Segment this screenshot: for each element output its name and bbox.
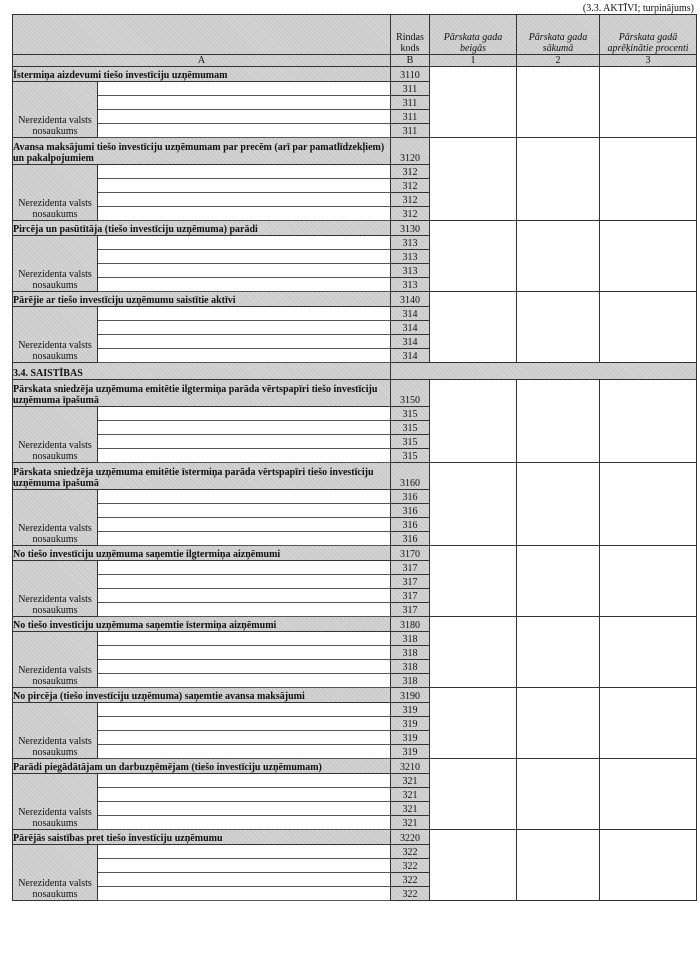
country-name-field[interactable]	[98, 110, 391, 124]
index-a: A	[13, 55, 391, 67]
value-percent-cell[interactable]	[600, 138, 697, 221]
value-start-cell[interactable]	[517, 380, 600, 463]
country-name-field[interactable]	[98, 674, 391, 688]
country-name-field[interactable]	[98, 179, 391, 193]
country-name-field[interactable]	[98, 745, 391, 759]
value-percent-cell[interactable]	[600, 688, 697, 759]
sub-code: 312	[391, 193, 430, 207]
sub-code: 311	[391, 82, 430, 96]
row-code: 3120	[391, 138, 430, 165]
country-name-field[interactable]	[98, 845, 391, 859]
sub-code: 322	[391, 845, 430, 859]
value-end-cell[interactable]	[430, 292, 517, 363]
sub-code: 317	[391, 561, 430, 575]
country-name-field[interactable]	[98, 307, 391, 321]
block-title: Parādi piegādātājam un darbuzņēmējam (tiešo investīciju uzņēmumam)	[13, 759, 391, 774]
value-percent-cell[interactable]	[600, 546, 697, 617]
index-1: 1	[430, 55, 517, 67]
row-code: 3170	[391, 546, 430, 561]
country-name-field[interactable]	[98, 421, 391, 435]
value-percent-cell[interactable]	[600, 463, 697, 546]
country-name-field[interactable]	[98, 82, 391, 96]
block-title-row	[13, 67, 697, 82]
resident-country-label: Nerezidenta valsts nosaukums	[13, 632, 98, 688]
index-2: 2	[517, 55, 600, 67]
sub-code: 315	[391, 421, 430, 435]
value-end-cell[interactable]	[430, 138, 517, 221]
value-percent-cell[interactable]	[600, 830, 697, 901]
value-start-cell[interactable]	[517, 688, 600, 759]
value-percent-cell[interactable]	[600, 67, 697, 138]
country-name-field[interactable]	[98, 731, 391, 745]
block-title: No pircēja (tiešo investīciju uzņēmuma) saņemtie avansa maksājumi	[13, 688, 391, 703]
value-start-cell[interactable]	[517, 221, 600, 292]
sub-code: 314	[391, 349, 430, 363]
country-name-field[interactable]	[98, 561, 391, 575]
country-name-field[interactable]	[98, 816, 391, 830]
country-name-field[interactable]	[98, 887, 391, 901]
section-title: 3.4. SAISTĪBAS	[13, 363, 391, 380]
country-name-field[interactable]	[98, 124, 391, 138]
block-title: Pārskata sniedzēja uzņēmuma emitētie īstermiņa parāda vērtspapīri tiešo investīciju uzņēmuma īpašumā	[13, 463, 391, 490]
value-end-cell[interactable]	[430, 688, 517, 759]
country-name-field[interactable]	[98, 193, 391, 207]
country-name-field[interactable]	[98, 96, 391, 110]
block-title: Pārējās saistības pret tiešo investīciju uzņēmumu	[13, 830, 391, 845]
row-code: 3130	[391, 221, 430, 236]
value-end-cell[interactable]	[430, 759, 517, 830]
block-title-row	[13, 221, 697, 236]
sub-code: 317	[391, 603, 430, 617]
percent-header: Pārskata gadā aprēķinātie procenti	[600, 15, 697, 55]
index-row	[13, 55, 697, 67]
sub-code: 321	[391, 774, 430, 788]
sub-code: 312	[391, 165, 430, 179]
country-name-field[interactable]	[98, 165, 391, 179]
country-name-field[interactable]	[98, 603, 391, 617]
block-title: No tiešo investīciju uzņēmuma saņemtie ilgtermiņa aizņēmumi	[13, 546, 391, 561]
sub-code: 322	[391, 859, 430, 873]
value-start-cell[interactable]	[517, 138, 600, 221]
country-name-field[interactable]	[98, 518, 391, 532]
row-code: 3190	[391, 688, 430, 703]
block-title-row	[13, 546, 697, 561]
country-name-field[interactable]	[98, 407, 391, 421]
block-title-row	[13, 292, 697, 307]
country-name-field[interactable]	[98, 264, 391, 278]
block-title-row	[13, 759, 697, 774]
country-name-field[interactable]	[98, 335, 391, 349]
end-header: Pārskata gada beigās	[430, 15, 517, 55]
sub-code: 316	[391, 490, 430, 504]
index-3: 3	[600, 55, 697, 67]
block-title-row	[13, 688, 697, 703]
sub-code: 319	[391, 745, 430, 759]
sub-code: 321	[391, 816, 430, 830]
sub-code: 315	[391, 435, 430, 449]
country-name-field[interactable]	[98, 349, 391, 363]
sub-code: 319	[391, 731, 430, 745]
section-row	[13, 363, 697, 380]
country-name-field[interactable]	[98, 250, 391, 264]
sub-code: 313	[391, 264, 430, 278]
country-name-field[interactable]	[98, 321, 391, 335]
row-code: 3180	[391, 617, 430, 632]
sub-code: 318	[391, 632, 430, 646]
sub-code: 318	[391, 674, 430, 688]
country-name-field[interactable]	[98, 717, 391, 731]
index-b: B	[391, 55, 430, 67]
section-fill	[391, 363, 697, 380]
sub-code: 311	[391, 96, 430, 110]
row-code: 3210	[391, 759, 430, 774]
resident-country-label: Nerezidenta valsts nosaukums	[13, 561, 98, 617]
country-name-field[interactable]	[98, 660, 391, 674]
row-code: 3150	[391, 380, 430, 407]
resident-country-label: Nerezidenta valsts nosaukums	[13, 407, 98, 463]
start-header: Pārskata gada sākumā	[517, 15, 600, 55]
value-percent-cell[interactable]	[600, 617, 697, 688]
value-end-cell[interactable]	[430, 221, 517, 292]
sub-code: 321	[391, 788, 430, 802]
country-name-field[interactable]	[98, 774, 391, 788]
sub-code: 322	[391, 887, 430, 901]
header-blank	[13, 15, 391, 55]
table-caption: (3.3. AKTĪVI; turpinājums)	[582, 3, 694, 14]
country-name-field[interactable]	[98, 490, 391, 504]
value-start-cell[interactable]	[517, 292, 600, 363]
sub-code: 317	[391, 589, 430, 603]
country-name-field[interactable]	[98, 589, 391, 603]
country-name-field[interactable]	[98, 449, 391, 463]
resident-country-label: Nerezidenta valsts nosaukums	[13, 82, 98, 138]
sub-code: 315	[391, 407, 430, 421]
sub-code: 311	[391, 110, 430, 124]
country-name-field[interactable]	[98, 646, 391, 660]
sub-code: 316	[391, 532, 430, 546]
sub-code: 314	[391, 335, 430, 349]
sub-code: 318	[391, 660, 430, 674]
country-name-field[interactable]	[98, 802, 391, 816]
value-end-cell[interactable]	[430, 67, 517, 138]
country-name-field[interactable]	[98, 207, 391, 221]
value-end-cell[interactable]	[430, 546, 517, 617]
row-code: 3220	[391, 830, 430, 845]
sub-code: 316	[391, 518, 430, 532]
country-name-field[interactable]	[98, 532, 391, 546]
country-name-field[interactable]	[98, 788, 391, 802]
row-code: 3140	[391, 292, 430, 307]
block-title-row	[13, 617, 697, 632]
value-start-cell[interactable]	[517, 830, 600, 901]
resident-country-label: Nerezidenta valsts nosaukums	[13, 774, 98, 830]
block-title-row	[13, 380, 697, 407]
country-name-field[interactable]	[98, 236, 391, 250]
sub-code: 314	[391, 307, 430, 321]
value-start-cell[interactable]	[517, 759, 600, 830]
country-name-field[interactable]	[98, 873, 391, 887]
sub-code: 314	[391, 321, 430, 335]
country-name-field[interactable]	[98, 278, 391, 292]
resident-country-label: Nerezidenta valsts nosaukums	[13, 236, 98, 292]
resident-country-label: Nerezidenta valsts nosaukums	[13, 165, 98, 221]
resident-country-label: Nerezidenta valsts nosaukums	[13, 845, 98, 901]
sub-code: 317	[391, 575, 430, 589]
sub-code: 313	[391, 278, 430, 292]
row-code: 3160	[391, 463, 430, 490]
sub-code: 319	[391, 703, 430, 717]
sub-code: 312	[391, 179, 430, 193]
block-title: Pārskata sniedzēja uzņēmuma emitētie ilgtermiņa parāda vērtspapīri tiešo investīciju uzņēmuma īpašumā	[13, 380, 391, 407]
value-start-cell[interactable]	[517, 463, 600, 546]
value-percent-cell[interactable]	[600, 292, 697, 363]
block-title: Īstermiņa aizdevumi tiešo investīciju uzņēmumam	[13, 67, 391, 82]
sub-code: 311	[391, 124, 430, 138]
block-title-row	[13, 138, 697, 165]
value-start-cell[interactable]	[517, 67, 600, 138]
resident-country-label: Nerezidenta valsts nosaukums	[13, 490, 98, 546]
block-title: Pārējie ar tiešo investīciju uzņēmumu saistītie aktīvi	[13, 292, 391, 307]
value-percent-cell[interactable]	[600, 221, 697, 292]
sub-code: 316	[391, 504, 430, 518]
value-end-cell[interactable]	[430, 463, 517, 546]
header-row	[13, 15, 697, 55]
country-name-field[interactable]	[98, 859, 391, 873]
block-title-row	[13, 830, 697, 845]
value-start-cell[interactable]	[517, 617, 600, 688]
value-start-cell[interactable]	[517, 546, 600, 617]
country-name-field[interactable]	[98, 703, 391, 717]
resident-country-label: Nerezidenta valsts nosaukums	[13, 703, 98, 759]
block-title-row	[13, 463, 697, 490]
sub-code: 319	[391, 717, 430, 731]
sub-code: 313	[391, 250, 430, 264]
row-code: 3110	[391, 67, 430, 82]
report-table	[12, 14, 697, 901]
value-percent-cell[interactable]	[600, 759, 697, 830]
code-header: Rindas kods	[391, 15, 430, 55]
value-end-cell[interactable]	[430, 830, 517, 901]
sub-code: 315	[391, 449, 430, 463]
block-title: Pircēja un pasūtītāja (tiešo investīciju uzņēmuma) parādi	[13, 221, 391, 236]
country-name-field[interactable]	[98, 575, 391, 589]
value-end-cell[interactable]	[430, 380, 517, 463]
sub-code: 321	[391, 802, 430, 816]
sub-code: 312	[391, 207, 430, 221]
sub-code: 318	[391, 646, 430, 660]
value-end-cell[interactable]	[430, 617, 517, 688]
resident-country-label: Nerezidenta valsts nosaukums	[13, 307, 98, 363]
country-name-field[interactable]	[98, 504, 391, 518]
sub-code: 322	[391, 873, 430, 887]
country-name-field[interactable]	[98, 632, 391, 646]
country-name-field[interactable]	[98, 435, 391, 449]
block-title: No tiešo investīciju uzņēmuma saņemtie īstermiņa aizņēmumi	[13, 617, 391, 632]
value-percent-cell[interactable]	[600, 380, 697, 463]
sub-code: 313	[391, 236, 430, 250]
block-title: Avansa maksājumi tiešo investīciju uzņēmumam par precēm (arī par pamatlīdzekļiem) un pakalpojumiem	[13, 138, 391, 165]
